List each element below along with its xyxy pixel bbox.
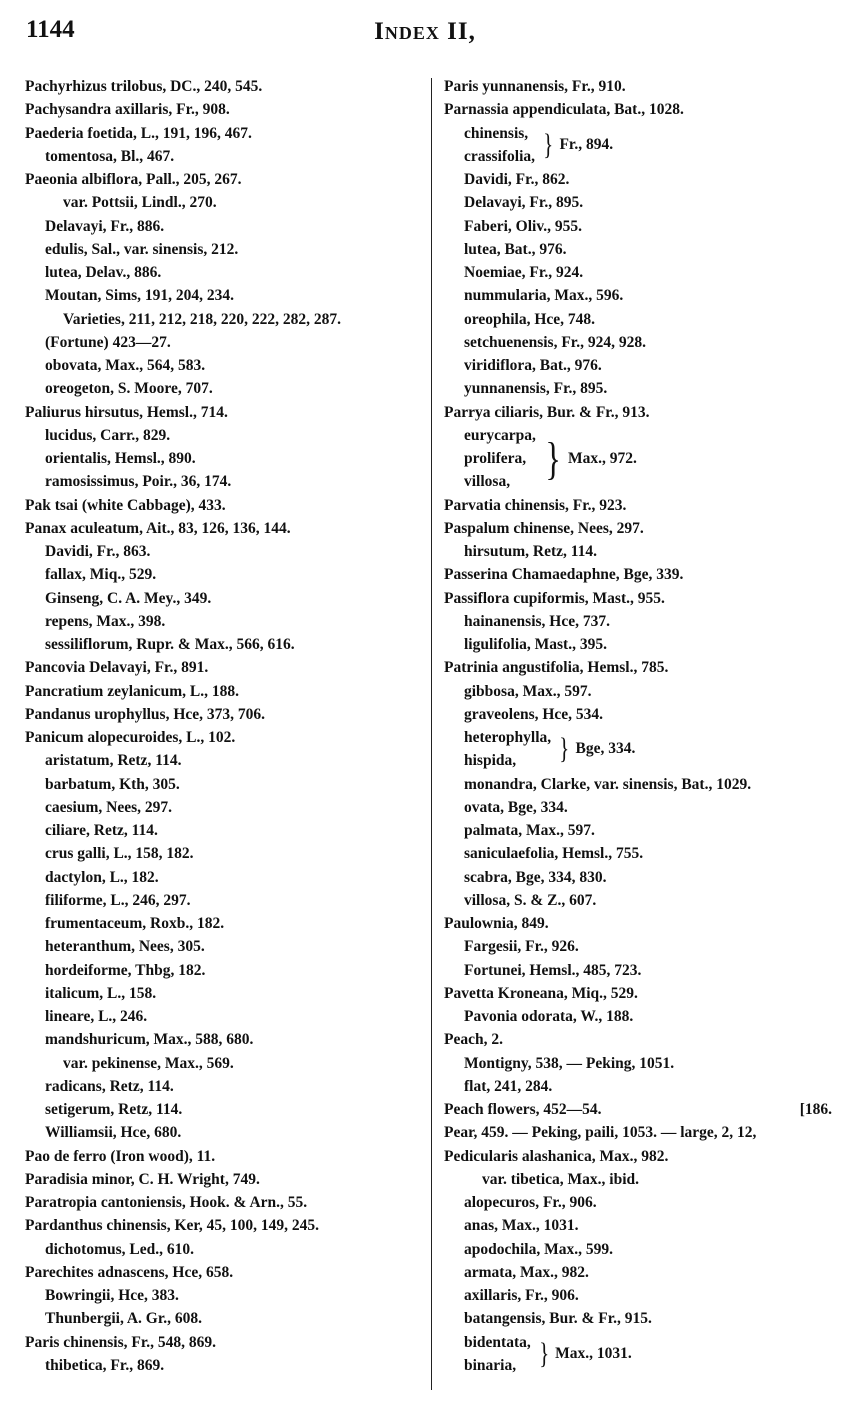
index-column-right (444, 75, 844, 1377)
index-subentry: edulis, Sal., var. sinensis, 212. (45, 240, 239, 258)
index-subentry: anas, Max., 1031. (464, 1217, 579, 1235)
index-subentry: Fortunei, Hemsl., 485, 723. (464, 961, 642, 979)
index-entry: Paris yunnanensis, Fr., 910. (444, 78, 626, 95)
index-subentry: oreophila, Hce, 748. (464, 310, 596, 328)
index-subentry: batangensis, Bur. & Fr., 915. (464, 1310, 652, 1328)
index-subentry: eurycarpa, (464, 426, 536, 444)
column-divider (431, 78, 432, 1390)
shared-reference: Max., 972. (567, 449, 637, 467)
index-subentry: villosa, (464, 473, 511, 491)
index-entry: Panicum alopecuroides, L., 102. (25, 729, 236, 746)
index-subentry: gibbosa, Max., 597. (464, 682, 592, 700)
index-subentry: Davidi, Fr., 862. (464, 171, 570, 188)
index-entry: Parechites adnascens, Hce, 658. (25, 1263, 234, 1281)
index-subentry: Delavayi, Fr., 886. (45, 217, 165, 235)
right-brace-icon: } (543, 127, 554, 161)
index-subentry: nummularia, Max., 596. (464, 287, 624, 305)
index-subentry: Davidi, Fr., 863. (45, 543, 151, 560)
index-entry: Passiflora cupiformis, Mast., 955. (444, 589, 665, 607)
index-subentry: repens, Max., 398. (45, 612, 166, 630)
index-entry: Parnassia appendiculata, Bat., 1028. (444, 101, 684, 119)
index-subentry: armata, Max., 982. (464, 1263, 589, 1281)
index-subentry: Montigny, 538, — Peking, 1051. (464, 1054, 675, 1072)
index-entry: Pancratium zeylanicum, L., 188. (25, 682, 239, 700)
index-column-left (25, 75, 433, 1377)
bracketed-names (464, 726, 551, 773)
index-subentry: italicum, L., 158. (45, 984, 157, 1002)
shared-reference: Bge, 334. (575, 740, 636, 758)
bracketed-entry-group (444, 1331, 844, 1378)
entry-text: Peach flowers, 452—54. (444, 1101, 602, 1118)
index-subentry: hainanensis, Hce, 737. (464, 612, 610, 630)
index-entry: Paederia foetida, L., 191, 196, 467. (25, 124, 252, 142)
index-subentry: Pavonia odorata, W., 188. (464, 1008, 634, 1025)
index-subentry: dactylon, L., 182. (45, 868, 159, 886)
bracketed-entry-group (444, 122, 844, 169)
index-subentry: Fargesii, Fr., 926. (464, 938, 579, 956)
index-entry: Pachysandra axillaris, Fr., 908. (25, 101, 230, 119)
index-subentry: crassifolia, (464, 147, 536, 165)
index-subentry: tomentosa, Bl., 467. (45, 147, 175, 165)
bracketed-entry-group (444, 424, 844, 494)
index-subentry: prolifera, (464, 450, 527, 467)
shared-reference: Fr., 894. (559, 135, 614, 153)
index-subentry: flat, 241, 284. (464, 1077, 553, 1095)
page-header (0, 0, 850, 60)
index-subentry: hispida, (464, 752, 517, 770)
index-subentry: Delavayi, Fr., 895. (464, 194, 584, 212)
index-subentry: orientalis, Hemsl., 890. (45, 450, 196, 467)
index-subentry: scabra, Bge, 334, 830. (464, 868, 607, 886)
index-entry: Pardanthus chinensis, Ker, 45, 100, 149, 245. (25, 1217, 319, 1235)
index-subentry: barbatum, Kth, 305. (45, 775, 180, 793)
index-subentry: hirsutum, Retz, 114. (464, 543, 598, 560)
index-entry: Paspalum chinense, Nees, 297. (444, 519, 644, 537)
index-entry: Pear, 459. — Peking, paili, 1053. — large, 2, 12, (444, 1124, 757, 1142)
index-subentry: sessiliflorum, Rupr. & Max., 566, 616. (45, 636, 295, 653)
index-subentry: ramosissimus, Poir., 36, 174. (45, 473, 232, 491)
index-entry (444, 1098, 844, 1121)
index-entry: Passerina Chamaedaphne, Bge, 339. (444, 566, 684, 584)
index-entry: Paulownia, 849. (444, 915, 549, 932)
right-brace-icon: } (559, 732, 570, 766)
index-subentry: Moutan, Sims, 191, 204, 234. (45, 287, 235, 305)
index-subentry: (Fortune) 423—27. (45, 333, 171, 351)
index-subentry: Noemiae, Fr., 924. (464, 264, 584, 281)
bracketed-names (464, 1331, 531, 1378)
index-subentry: setigerum, Retz, 114. (45, 1101, 183, 1118)
bracketed-names (464, 424, 536, 494)
index-subentry: apodochila, Max., 599. (464, 1240, 613, 1258)
continuation-fragment: [186. (799, 1101, 832, 1118)
index-subentry: oreogeton, S. Moore, 707. (45, 380, 213, 398)
index-entry: Pavetta Kroneana, Miq., 529. (444, 984, 638, 1002)
index-entry: Paratropia cantoniensis, Hook. & Arn., 55. (25, 1194, 308, 1211)
index-subentry: lineare, L., 246. (45, 1008, 148, 1025)
index-subentry: villosa, S. & Z., 607. (464, 891, 597, 909)
index-subentry: lutea, Delav., 886. (45, 264, 162, 281)
index-subentry: ligulifolia, Mast., 395. (464, 636, 607, 653)
index-subentry: viridiflora, Bat., 976. (464, 357, 602, 374)
index-subentry: Varieties, 211, 212, 218, 220, 222, 282, 287. (63, 310, 341, 328)
index-entry: Patrinia angustifolia, Hemsl., 785. (444, 659, 669, 677)
index-entry: Paris chinensis, Fr., 548, 869. (25, 1333, 217, 1351)
index-entry: Pak tsai (white Cabbage), 433. (25, 496, 226, 514)
index-subentry: lucidus, Carr., 829. (45, 426, 171, 444)
page-number: 1144 (26, 16, 75, 43)
index-subentry: bidentata, (464, 1333, 531, 1351)
index-subentry: monandra, Clarke, var. sinensis, Bat., 1029. (464, 775, 752, 793)
bracketed-names (464, 122, 535, 169)
index-subentry: axillaris, Fr., 906. (464, 1287, 579, 1304)
index-subentry: Faberi, Oliv., 955. (464, 217, 582, 235)
index-subentry: hordeiforme, Thbg, 182. (45, 961, 206, 979)
index-subentry: Williamsii, Hce, 680. (45, 1124, 182, 1142)
index-subentry: graveolens, Hce, 534. (464, 705, 604, 723)
index-subentry: heterophylla, (464, 729, 552, 746)
index-subentry: fallax, Miq., 529. (45, 566, 157, 584)
index-subentry: dichotomus, Led., 610. (45, 1240, 194, 1258)
index-subentry: chinensis, (464, 124, 529, 142)
index-subentry: heteranthum, Nees, 305. (45, 938, 205, 956)
index-subentry: var. tibetica, Max., ibid. (482, 1170, 640, 1188)
index-subentry: obovata, Max., 564, 583. (45, 357, 206, 374)
index-entry: Pachyrhizus trilobus, DC., 240, 545. (25, 78, 263, 95)
index-entry: Pandanus urophyllus, Hce, 373, 706. (25, 705, 266, 723)
index-entry: Parrya ciliaris, Bur. & Fr., 913. (444, 403, 650, 421)
index-subentry: setchuenensis, Fr., 924, 928. (464, 333, 646, 351)
index-subentry: radicans, Retz, 114. (45, 1077, 174, 1095)
index-entry: Pedicularis alashanica, Max., 982. (444, 1147, 669, 1165)
index-subentry: palmata, Max., 597. (464, 822, 595, 839)
index-entry: Paeonia albiflora, Pall., 205, 267. (25, 171, 242, 188)
index-subentry: lutea, Bat., 976. (464, 240, 567, 258)
index-entry: Panax aculeatum, Ait., 83, 126, 136, 144. (25, 519, 291, 537)
index-subentry: filiforme, L., 246, 297. (45, 891, 191, 909)
right-brace-icon: } (545, 432, 561, 484)
index-subentry: thibetica, Fr., 869. (45, 1356, 165, 1374)
index-entry: Parvatia chinensis, Fr., 923. (444, 496, 627, 514)
bracketed-entry-group (444, 726, 844, 773)
index-subentry: ovata, Bge, 334. (464, 798, 568, 816)
index-subentry: binaria, (464, 1356, 517, 1374)
shared-reference: Max., 1031. (555, 1344, 632, 1362)
index-subentry: alopecuros, Fr., 906. (464, 1194, 597, 1211)
right-brace-icon: } (538, 1336, 549, 1370)
index-subentry: Ginseng, C. A. Mey., 349. (45, 589, 212, 607)
index-subentry: yunnanensis, Fr., 895. (464, 380, 608, 398)
index-entry: Pancovia Delavayi, Fr., 891. (25, 659, 209, 677)
index-subentry: crus galli, L., 158, 182. (45, 845, 194, 863)
index-entry: Peach, 2. (444, 1031, 503, 1049)
index-entry: Pao de ferro (Iron wood), 11. (25, 1147, 216, 1165)
index-entry: Paradisia minor, C. H. Wright, 749. (25, 1170, 260, 1188)
index-subentry: aristatum, Retz, 114. (45, 752, 182, 770)
index-subentry: var. Pottsii, Lindl., 270. (63, 194, 217, 212)
index-subentry: var. pekinense, Max., 569. (63, 1054, 234, 1072)
index-subentry: ciliare, Retz, 114. (45, 822, 158, 839)
index-subentry: Thunbergii, A. Gr., 608. (45, 1310, 203, 1328)
index-subentry: Bowringii, Hce, 383. (45, 1287, 179, 1304)
index-subentry: mandshuricum, Max., 588, 680. (45, 1031, 254, 1049)
index-subentry: caesium, Nees, 297. (45, 798, 172, 816)
index-entry: Paliurus hirsutus, Hemsl., 714. (25, 403, 228, 421)
index-subentry: saniculaefolia, Hemsl., 755. (464, 845, 644, 863)
page-title: Index II, (374, 18, 476, 45)
index-subentry: frumentaceum, Roxb., 182. (45, 915, 225, 932)
